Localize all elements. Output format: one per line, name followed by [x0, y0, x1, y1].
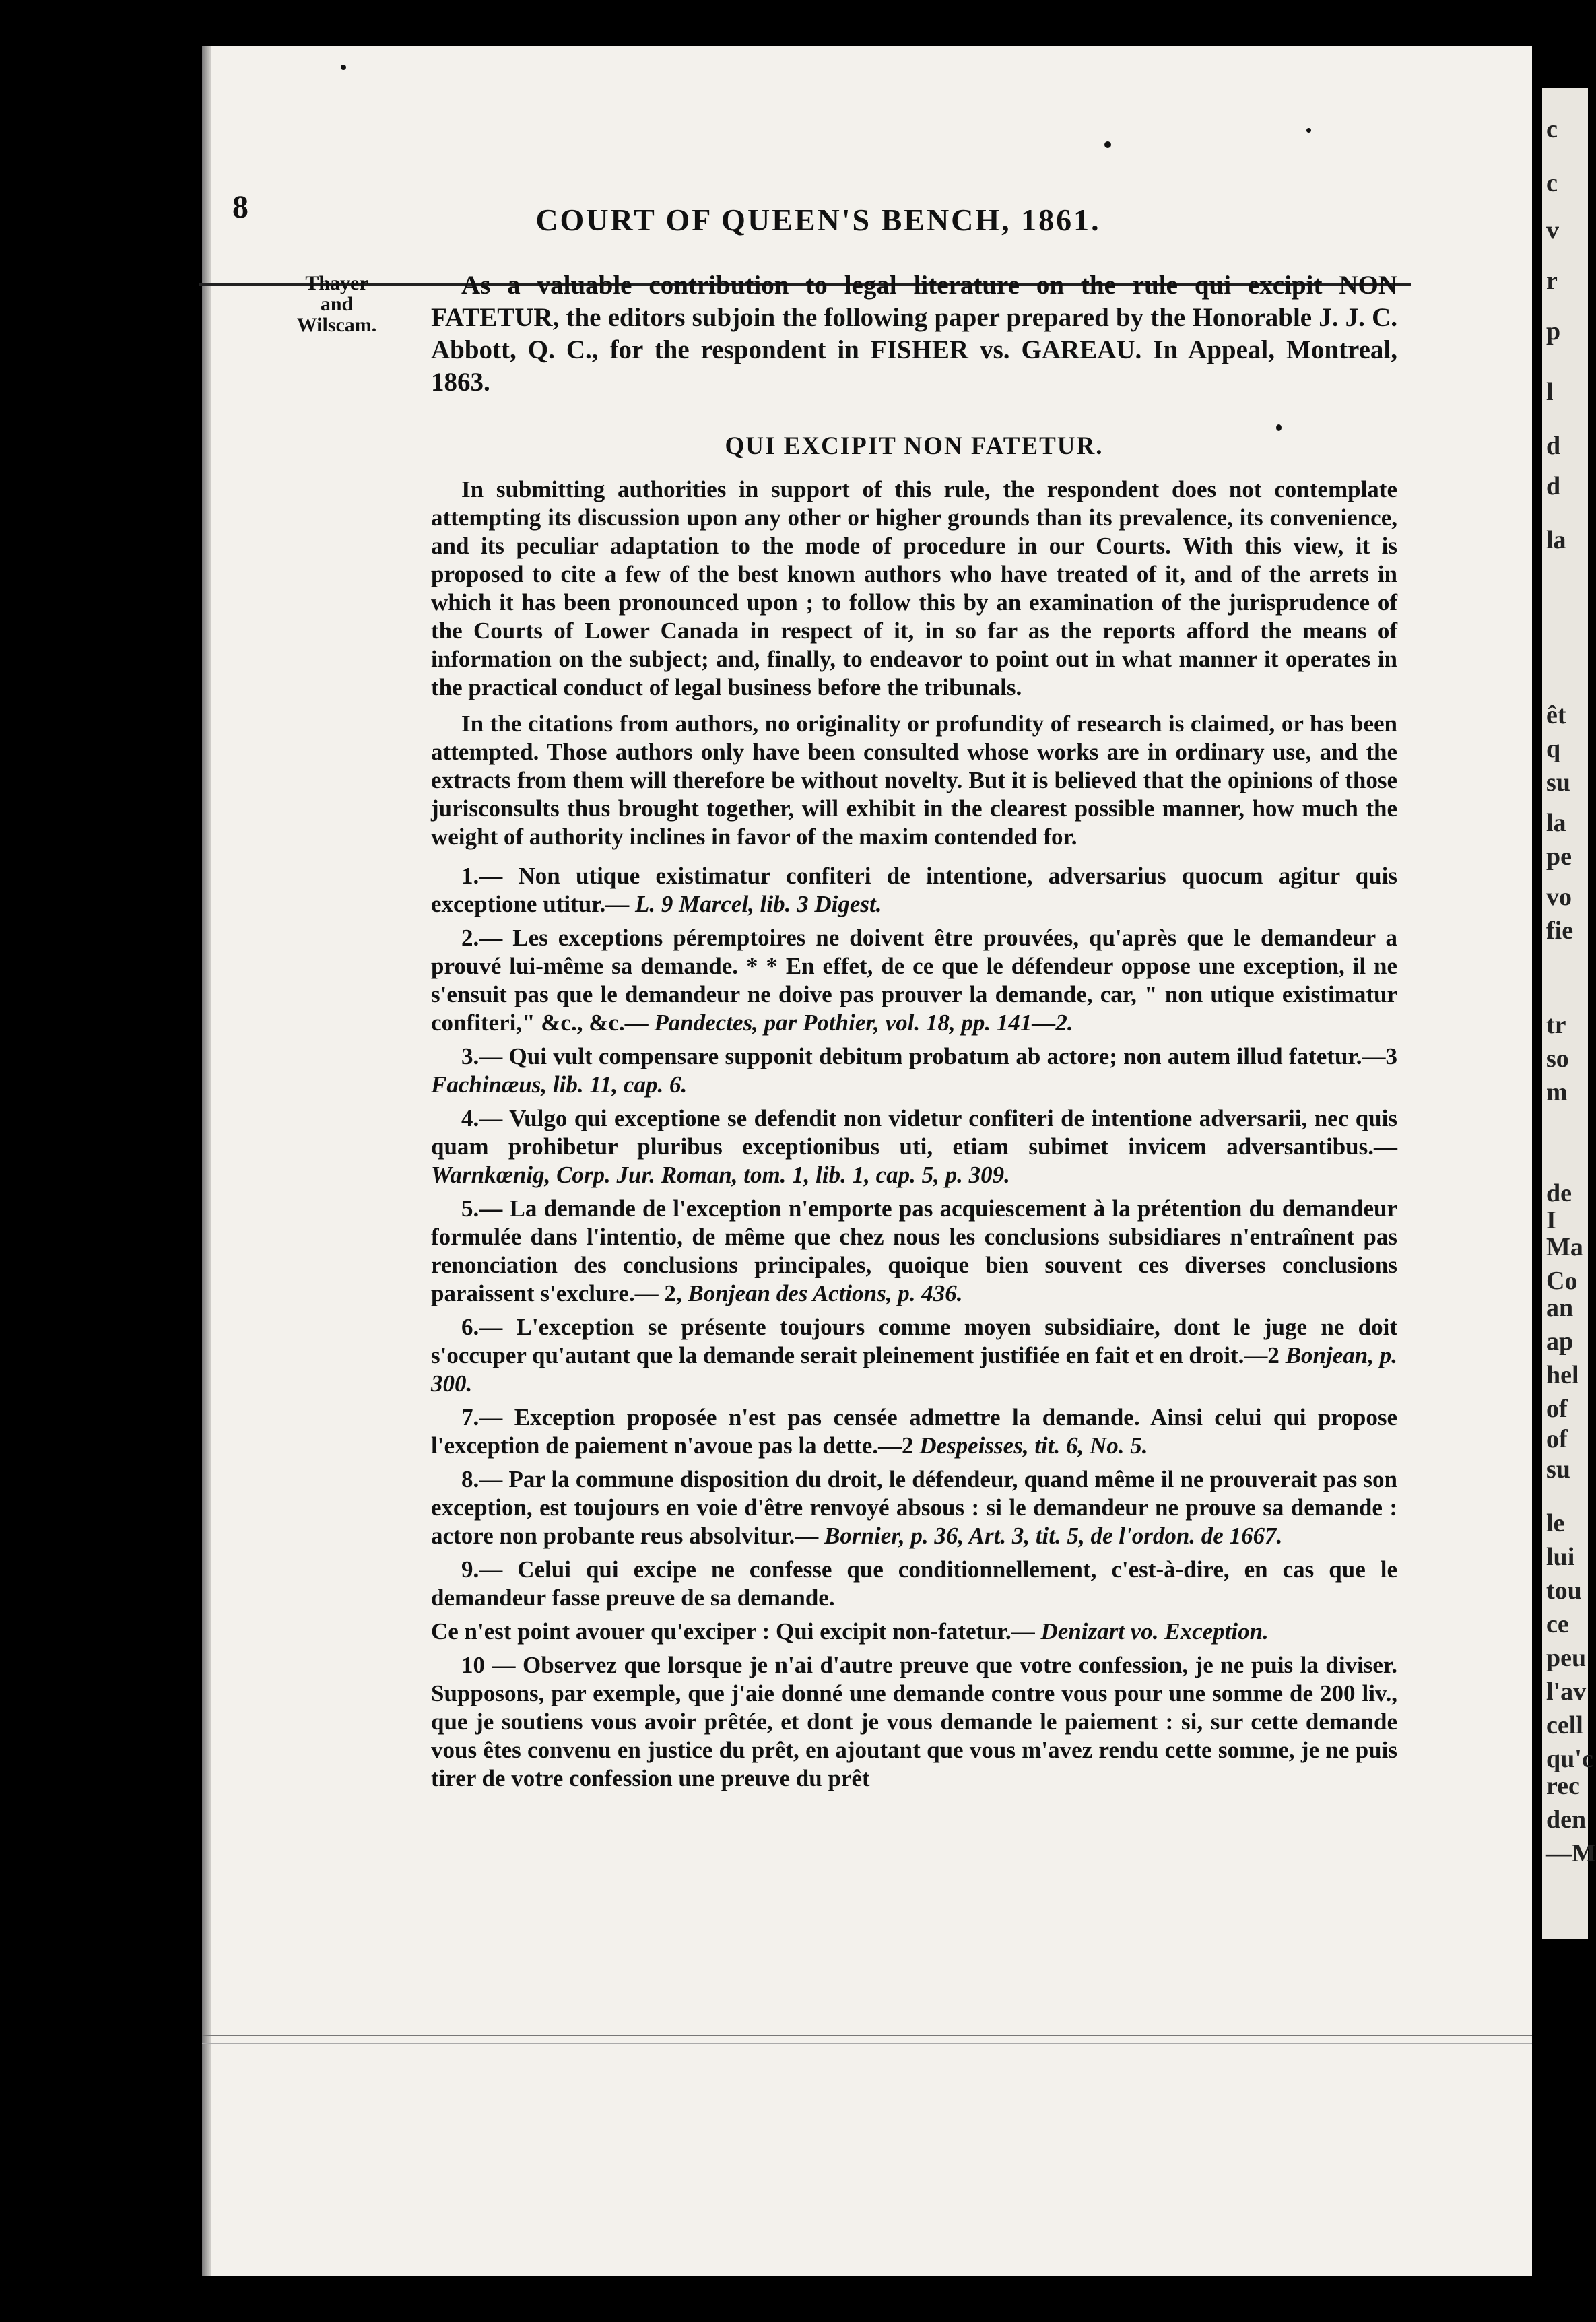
citation-reference: L. 9 Marcel, lib. 3 Digest. — [635, 891, 882, 917]
section-heading: QUI EXCIPIT NON FATETUR. — [725, 432, 1104, 460]
adjacent-page-text: of — [1546, 1425, 1568, 1453]
intro-paragraph: As a valuable contribution to legal literature on the rule qui excipit NON FATETUR, the editors subjoin the following paper prepared by the Honorable J. J. C. Abbott, Q. C., for the respondent in FISHER vs. GAREAU. In Appeal, Montreal, 1863. — [431, 271, 1397, 397]
adjacent-page-text: rec — [1546, 1772, 1580, 1800]
adjacent-page-text: pe — [1546, 842, 1572, 871]
margin-note-line: and — [320, 293, 354, 315]
citation-text: 9.— Celui qui excipe ne confesse que conditionnellement, c'est-à-dire, en cas que le demandeur fasse preuve de sa demande. — [431, 1556, 1397, 1611]
citation-item — [431, 1042, 1397, 1099]
adjacent-page-text: c — [1546, 169, 1558, 197]
adjacent-page-text: l — [1546, 378, 1554, 406]
margin-note-line: Wilscam. — [296, 314, 377, 336]
citation-item — [431, 1104, 1397, 1189]
citation-item — [431, 1651, 1397, 1793]
adjacent-page-text: la — [1546, 526, 1566, 554]
citation-text: Ce n'est point avouer qu'exciper : Qui excipit non-fatetur.— — [431, 1618, 1035, 1645]
page-number: 8 — [232, 189, 248, 225]
adjacent-page-text: —M — [1546, 1839, 1596, 1867]
citation-text: 2.— Les exceptions péremptoires ne doivent être prouvées, qu'après que le demandeur a prouvé lui-même sa demande. * * En effet, de ce que le défendeur oppose une exception, il ne s'ensuit pas que le demandeur ne doive pas prouver la demande, car, " non utique existimatur confiteri," &c., &c.— — [431, 925, 1397, 1036]
margin-note-line: Thayer — [305, 272, 368, 294]
adjacent-page-text: c — [1546, 115, 1558, 143]
adjacent-page-text: êt — [1546, 701, 1566, 729]
margin-note — [269, 273, 404, 335]
adjacent-page-text: fie — [1546, 917, 1574, 945]
citation-text: 8.— Par la commune disposition du droit, le défendeur, quand même il ne prouverait pas son exception, est toujours en voie d'être renvoyé absous : si le demandeur ne prouve sa demande : actore non probante reus absolvitur.— — [431, 1466, 1397, 1549]
bottom-rule — [202, 2035, 1532, 2036]
scan-speck — [1276, 424, 1282, 431]
adjacent-page-text: de — [1546, 1179, 1572, 1207]
adjacent-page-text: m — [1546, 1078, 1568, 1106]
adjacent-page-text: lui — [1546, 1543, 1575, 1571]
adjacent-page-text: su — [1546, 768, 1570, 797]
adjacent-page-text: p — [1546, 317, 1561, 345]
adjacent-page-text: Ma — [1546, 1233, 1583, 1261]
body-paragraph: In submitting authorities in support of this rule, the respondent does not contemplate attempting its discussion upon any other or higher grounds than its prevalence, its convenience, and its peculiar adaptation to the mode of procedure in our Courts. With this view, it is proposed to cite a few of the best known authors who have treated of it, and of the arrets in which it has been pronounced upon ; to follow this by an examination of the jurisprudence of the Courts of Lower Canada in respect of it, in so far as the reports afford the means of information on the subject; and, finally, to endeavor to point out in what manner it operates in the practical conduct of legal business before the tribunals. — [431, 476, 1397, 700]
adjacent-page-text: so — [1546, 1044, 1569, 1073]
adjacent-page-text: d — [1546, 432, 1561, 460]
adjacent-page-text: I — [1546, 1206, 1556, 1234]
citation-reference: Bonjean, p. 300. — [431, 1342, 1397, 1397]
adjacent-page-text: v — [1546, 216, 1559, 244]
citation-item — [431, 1403, 1397, 1460]
citation-reference: Bonjean des Actions, p. 436. — [688, 1280, 963, 1306]
citation-text: 4.— Vulgo qui exceptione se defendit non videtur confiteri de intentione adversarii, nec quis quam prohibetur pluribus exceptionibus uti, etiam subimet invicem adversantibus.— — [431, 1105, 1397, 1160]
page-content — [431, 269, 1397, 1798]
citation-text: 6.— L'exception se présente toujours comme moyen subsidiaire, dont le juge ne doit s'occuper qu'autant que la demande serait pleinement justifiée en fait et en droit.—2 — [431, 1314, 1397, 1368]
adjacent-page-text: tou — [1546, 1577, 1582, 1605]
citation-text: 5.— La demande de l'exception n'emporte pas acquiescement à la prétention du demandeur formulée dans l'intentio, de même que chez nous les conclusions subsidiares n'entraînent pas renonciation des conclusions principales, quoique bien souvent ces diverses conclusions paraissent s'exclure.— 2, — [431, 1195, 1397, 1306]
adjacent-page-text: ce — [1546, 1610, 1569, 1638]
scan-speck — [341, 65, 346, 70]
adjacent-page-text: den — [1546, 1805, 1587, 1834]
adjacent-page-text: Co — [1546, 1267, 1578, 1295]
citation-text: 10 — Observez que lorsque je n'ai d'autre preuve que votre confession, je ne puis la diviser. Supposons, par exemple, que j'aie donné une demande contre vous pour une somme de 200 liv., que je soutiens vous avoir prêtée, et dont je vous demande le paiement : si, sur cette demande vous êtes convenu en justice du prêt, en ajoutant que vous m'avez rendu cette somme, je ne puis tirer de votre confession une preuve du prêt — [431, 1652, 1397, 1791]
adjacent-page-text: su — [1546, 1455, 1570, 1484]
citation-reference: Despeisses, tit. 6, No. 5. — [919, 1432, 1148, 1459]
citation-item — [431, 924, 1397, 1037]
adjacent-page-text: of — [1546, 1395, 1568, 1423]
citation-list — [431, 862, 1397, 1793]
body-paragraph: In the citations from authors, no originality or profundity of research is claimed, or has been attempted. Those authors only have been consulted whose works are in ordinary use, and the extracts from them will therefore be without novelty. But it is believed that the opinions of those jurisconsults thus brought together, will exhibit in the clearest possible manner, how much the weight of authority inclines in favor of the maxim contended for. — [431, 710, 1397, 850]
citation-item — [431, 1195, 1397, 1308]
citation-item — [431, 1465, 1397, 1550]
page-header — [232, 162, 1404, 237]
citation-reference: Fachinæus, lib. 11, cap. 6. — [431, 1071, 688, 1098]
adjacent-page-text: q — [1546, 735, 1561, 763]
adjacent-page-text: peu — [1546, 1644, 1587, 1672]
adjacent-page-text: qu'c — [1546, 1745, 1593, 1773]
adjacent-page-text: d — [1546, 472, 1561, 500]
adjacent-page-text: an — [1546, 1294, 1574, 1322]
adjacent-page-text: cell — [1546, 1711, 1583, 1739]
bottom-rule — [202, 2043, 1532, 2044]
running-title: COURT OF QUEEN'S BENCH, 1861. — [535, 203, 1101, 237]
scan-speck — [1306, 128, 1311, 133]
scan-speck — [1104, 141, 1111, 148]
adjacent-page-text: hel — [1546, 1361, 1579, 1389]
adjacent-page-fragment — [1542, 88, 1596, 1939]
adjacent-page-text: tr — [1546, 1011, 1566, 1039]
adjacent-page-text: ap — [1546, 1327, 1574, 1356]
adjacent-page-text: vo — [1546, 883, 1572, 911]
adjacent-page-text: le — [1546, 1509, 1565, 1537]
citation-text: 7.— Exception proposée n'est pas censée admettre la demande. Ainsi celui qui propose l'exception de paiement n'avoue pas la dette.—2 — [431, 1404, 1397, 1459]
page-edge-shadow — [202, 46, 211, 2276]
citation-reference: Pandectes, par Pothier, vol. 18, pp. 141—2. — [654, 1009, 1073, 1036]
citation-reference: Bornier, p. 36, Art. 3, tit. 5, de l'ordon. de 1667. — [824, 1523, 1283, 1549]
citation-item — [431, 1618, 1397, 1646]
adjacent-page-text: r — [1546, 267, 1558, 295]
citation-item — [431, 1313, 1397, 1398]
adjacent-page-text: l'av — [1546, 1678, 1587, 1706]
citation-reference: Denizart vo. Exception. — [1040, 1618, 1269, 1645]
citation-item — [431, 862, 1397, 919]
adjacent-page-text: la — [1546, 809, 1566, 837]
citation-reference: Warnkœnig, Corp. Jur. Roman, tom. 1, lib. 1, cap. 5, p. 309. — [431, 1162, 1010, 1188]
citation-item — [431, 1556, 1397, 1612]
citation-text: 3.— Qui vult compensare supponit debitum probatum ab actore; non autem illud fatetur.—3 — [461, 1043, 1397, 1069]
citation-text: 1.— Non utique existimatur confiteri de intentione, adversarius quocum agitur quis exceptione utitur.— — [431, 863, 1397, 917]
